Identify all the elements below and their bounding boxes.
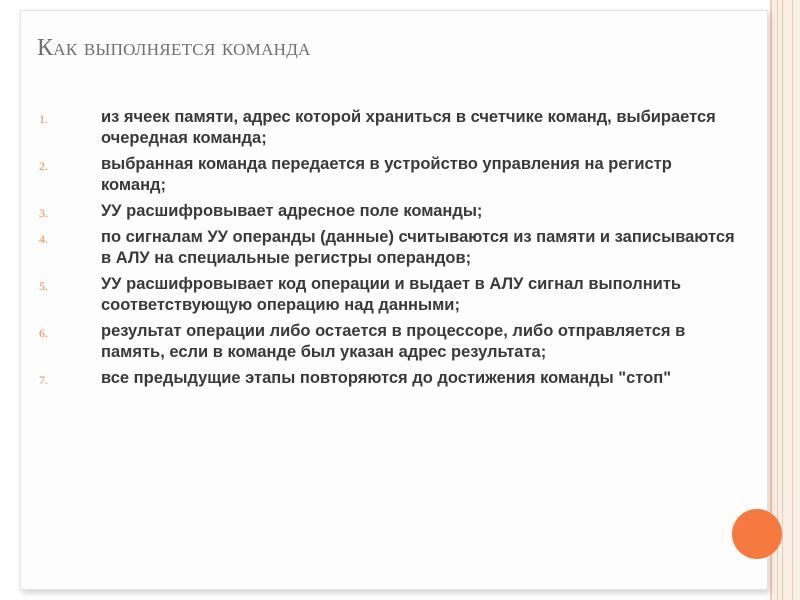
list-item-number: 7.: [39, 373, 48, 387]
list-item-text: УУ расшифровывает адресное поле команды;: [101, 202, 483, 220]
list-item-number: 1.: [39, 112, 48, 126]
list-item-number: 5.: [39, 279, 48, 293]
list-item-number: 6.: [39, 326, 48, 340]
list-item: [39, 227, 739, 269]
decorative-frame-right: [770, 0, 800, 600]
list-item: [39, 201, 739, 222]
list-item-text: из ячеек памяти, адрес которой храниться в счетчике команд, выбирается очередная команда;: [101, 108, 716, 147]
list-item-text: результат операции либо остается в процессоре, либо отправляется в память, если в команде был указан адрес результата;: [101, 322, 686, 361]
list-item-text: по сигналам УУ операнды (данные) считываются из памяти и записываются в АЛУ на специальные регистры операндов;: [101, 228, 735, 267]
frame-line: [777, 0, 778, 600]
frame-line: [792, 0, 793, 600]
list-item-number: 4.: [39, 232, 48, 246]
list-item-number: 2.: [39, 159, 48, 173]
list-item-text: УУ расшифровывает код операции и выдает в АЛУ сигнал выполнить соответствующую операцию над данными;: [101, 275, 682, 314]
list-item: [39, 368, 739, 389]
list-item: [39, 321, 739, 363]
slide-title: Как выполняется команда: [37, 35, 311, 61]
list-item: [39, 274, 739, 316]
accent-circle-decoration: [732, 509, 782, 559]
list-item-text: все предыдущие этапы повторяются до достижения команды "стоп": [101, 369, 672, 387]
list-item-text: выбранная команда передается в устройство управления на регистр команд;: [101, 155, 672, 194]
list-item: [39, 154, 739, 196]
list-item: [39, 107, 739, 149]
list-item-number: 3.: [39, 206, 48, 220]
steps-list: [39, 107, 739, 394]
slide-content-card: [20, 10, 768, 590]
frame-line: [782, 0, 783, 600]
